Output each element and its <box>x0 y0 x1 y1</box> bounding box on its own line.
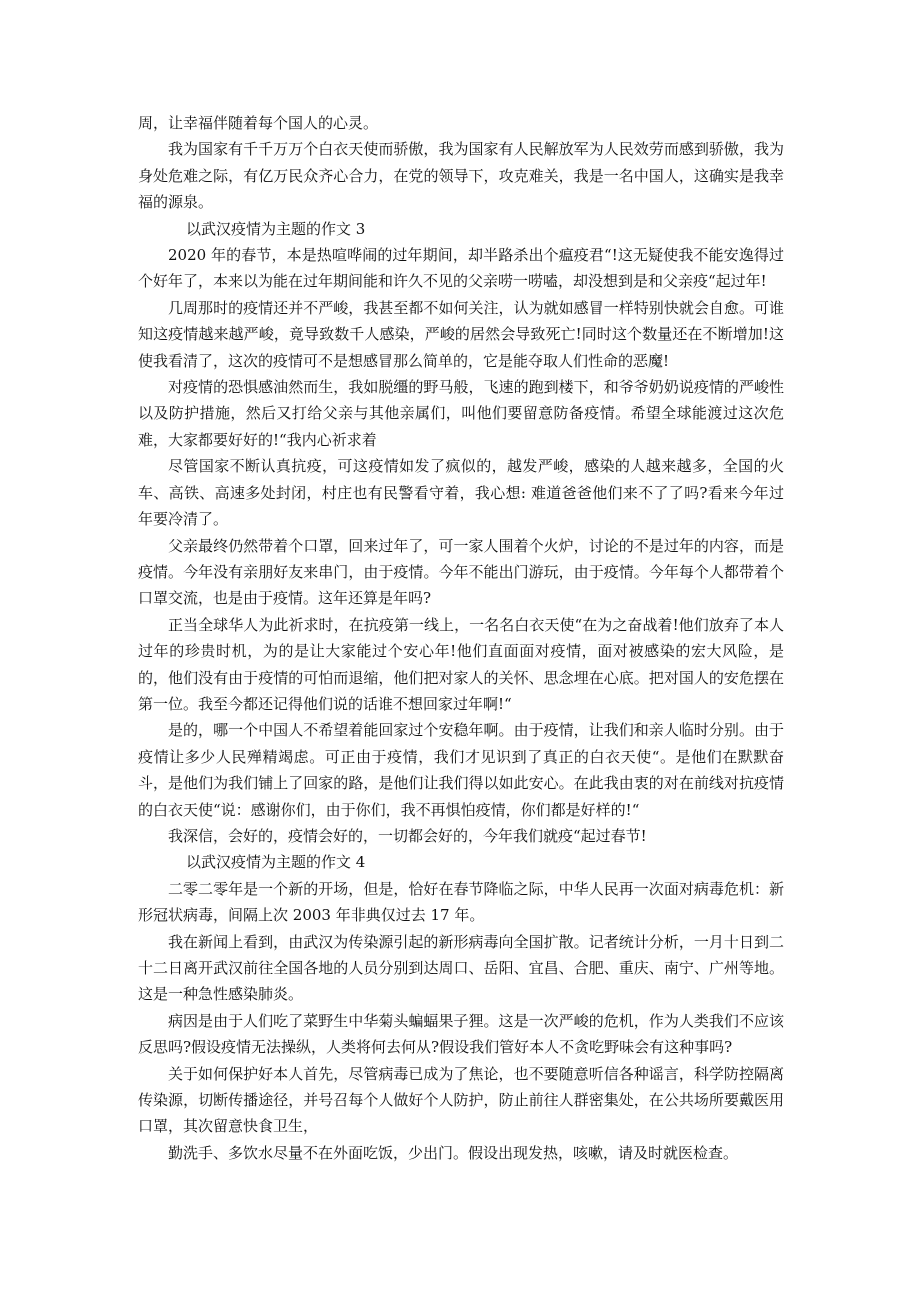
paragraph: 我在新闻上看到，由武汉为传染源引起的新形病毒向全国扩散。记者统计分析，一月十日到二十二日离开武汉前往全国各地的人员分别到达周口、岳阳、宜昌、合肥、重庆、南宁、广州等地。这是一种急性感染肺炎。 <box>138 932 784 1004</box>
paragraph: 尽管国家不断认真抗疫，可这疫情如发了疯似的，越发严峻，感染的人越来越多，全国的火车、高铁、高速多处封闭，村庄也有民警看守着，我心想: 难道爸爸他们来不了了吗?看来今年过年要冷清了。 <box>138 457 784 529</box>
paragraph: 我为国家有千千万万个白衣天使而骄傲，我为国家有人民解放军为人民效劳而感到骄傲，我为身处危难之际，有亿万民众齐心合力，在党的领导下，攻克难关，我是一名中国人，这确实是我幸福的源泉。 <box>138 140 784 212</box>
paragraph: 关于如何保护好本人首先，尽管病毒已成为了焦论，也不要随意听信各种谣言，科学防控隔离传染源，切断传播途径，并号召每个人做好个人防护，防止前往人群密集处，在公共场所要戴医用口罩，其次留意快食卫生， <box>138 1064 784 1136</box>
paragraph: 周，让幸福伴随着每个国人的心灵。 <box>138 114 379 132</box>
paragraph: 二零二零年是一个新的开场，但是，恰好在春节降临之际，中华人民再一次面对病毒危机：新形冠状病毒，间隔上次 2003 年非典仅过去 17 年。 <box>138 879 784 925</box>
paragraph: 对疫情的恐惧感油然而生，我如脱缰的野马般，飞速的跑到楼下，和爷爷奶奶说疫情的严峻性以及防护措施，然后又打给父亲与其他亲属们，叫他们要留意防备疫情。希望全球能渡过这次危难，大家都要好好的!“我内心祈求着 <box>138 378 784 449</box>
paragraph: 是的，哪一个中国人不希望着能回家过个安稳年啊。由于疫情，让我们和亲人临时分别。由于疫情让多少人民殚精竭虑。可正由于疫情，我们才见识到了真正的白衣天使“。是他们在默默奋斗，是他们为我们铺上了回家的路，是他们让我们得以如此安心。在此我由衷的对在前线对抗疫情的白衣天使“说：感谢你们，由于你们，我不再惧怕疫情，你们都是好样的!“ <box>138 721 784 819</box>
document-body <box>138 110 784 1166</box>
paragraph: 我深信，会好的，疫情会好的，一切都会好的，今年我们就疫“起过春节! <box>168 826 647 845</box>
paragraph: 2020 年的春节，本是热喧哗闹的过年期间，却半路杀出个瘟疫君“!这无疑使我不能安逸得过个好年了，本来以为能在过年期间能和许久不见的父亲唠一唠嗑，却没想到是和父亲疫“起过年! <box>138 246 784 291</box>
paragraph: 病因是由于人们吃了菜野生中华菊头蝙蝠果子狸。这是一次严峻的危机，作为人类我们不应该反思吗?假设疫情无法操纵，人类将何去何从?假设我们管好本人不贪吃野味会有这种事吗? <box>138 1011 784 1057</box>
paragraph: 勤洗手、多饮水尽量不在外面吃饭，少出门。假设出现发热，咳嗽，请及时就医检查。 <box>168 1143 739 1162</box>
paragraph: 父亲最终仍然带着个口罩，回来过年了，可一家人围着个火炉，讨论的不是过年的内容，而是疫情。今年没有亲朋好友来串门，由于疫情。今年不能出门游玩，由于疫情。今年每个人都带着个口罩交流，也是由于疫情。这年还算是年吗? <box>138 536 784 608</box>
section-heading: 以武汉疫情为主题的作文 3 <box>186 219 366 238</box>
paragraph: 正当全球华人为此祈求时，在抗疫第一线上，一名名白衣天使“在为之奋战着!他们放弃了本人过年的珍贵时机，为的是让大家能过个安心年!他们直面面对疫情，面对被感染的宏大风险，是的，他们没有由于疫情的可怕而退缩，他们把对家人的关怀、思念埋在心底。把对国人的安危摆在第一位。我至今都还记得他们说的话谁不想回家过年啊!“ <box>138 615 784 713</box>
paragraph: 几周那时的疫情还并不严峻，我甚至都不如何关注，认为就如感冒一样特别快就会自愈。可谁知这疫情越来越严峻，竟导致数千人感染，严峻的居然会导致死亡!同时这个数量还在不断增加!这使我看清了，这次的疫情可不是想感冒那么简单的，它是能夺取人们性命的恶魔! <box>138 298 784 370</box>
section-heading: 以武汉疫情为主题的作文 4 <box>186 853 366 872</box>
